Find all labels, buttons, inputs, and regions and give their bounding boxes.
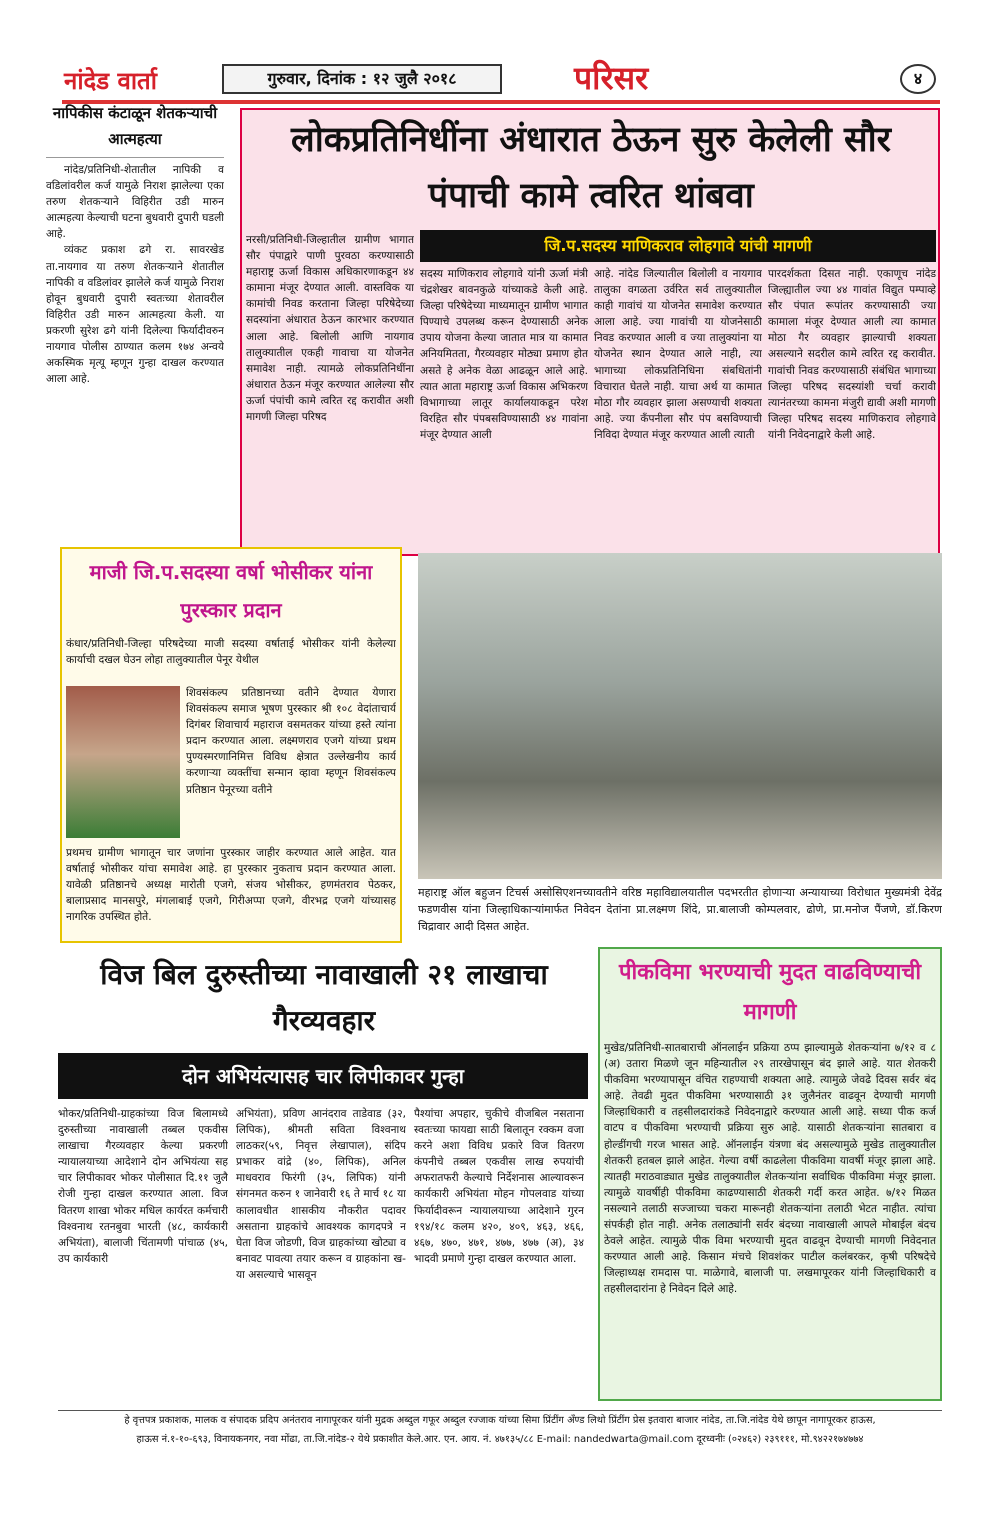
main-subhead: जि.प.सदस्य माणिकराव लोहगावे यांची मागणी	[420, 230, 936, 262]
crop-story-title: पीकविमा भरण्याची मुदत वाढविण्याची मागणी	[618, 960, 922, 1025]
section-label: परिसर	[574, 59, 649, 97]
left-story-paragraph: व्यंकट प्रकाश ढगे रा. सावरखेड ता.नायगाव या तरुण शेतकऱ्याने शेतातील नापिकी व वडिलांवर झालेले कर्ज यामुळे निराश होवून बुधवारी दुपारी स्वतःच्या शेतावरील विहिरीत उडी मारुन आत्महत्या केली. या प्रकरणी सुरेश ढगे यांनी दिलेल्या फिर्यादीवरुन नायगाव पोलीस ठाण्यात कलम १७४ अन्वये अकस्मिक मृत्यू म्हणून गुन्हा दाखल करण्यात आला आहे.	[46, 244, 224, 386]
bill-story-column: अभियंता), प्रविण आनंदराव ताडेवाड (३२, लिपिक), श्रीमती सविता विश्वनाथ लाठकर(५९, निवृत्त लेखापाल), संदिप प्रभाकर वांद्रे (४०, लिपिक), अनिल माधवराव फिरंगी (३५, लिपिक) यांनी संगनमत करुन १ जानेवारी १६ ते मार्च १८ या कालावधीत शासकीय नौकरीत पदावर असताना ग्राहकांचे आवश्यक कागदपत्रे न घेता विज जोडणी, विज ग्राहकांच्या खोट्या व बनावट पावत्या तयार करून व ग्राहकांना ख-या असल्याचे भासवून	[236, 1108, 406, 1281]
crop-story-body: मुखेड/प्रतिनिधी-सातबाराची ऑनलाईन प्रक्रिया ठप्प झाल्यामुळे शेतकऱ्यांना ७/१२ व ८ (अ) उतारा मिळणे जून महिन्यातील २९ तारखेपासून बंद झाले आहे. यात शेतकरी पीकविमा भरण्यापासून वंचित राहण्याची शक्यता आहे. त्यामुळे जेवढे दिवस सर्वर बंद आहे. तेवढी मुदत पीकविमा भरण्यासाठी ३१ जुलैनंतर वाढवून देण्याची मागणी जिल्हाधिकारी व तहसीलदारांकडे निवेदनाद्वारे करण्यात आली आहे. सध्या पीक कर्ज वाटप व पीकविमा भरण्याची प्रक्रिया सुरु आहे. यासाठी शेतकऱ्यांना सातबारा व होल्डींगची गरज भासत आहे. ऑनलाईन यंत्रणा बंद असल्यामुळे मुखेड तालुक्यातील शेतकरी हतबल झाले आहेत. गेल्या वर्षी काढलेला पीकविमा यावर्षी मंजूर झाला आहे. त्यातही मराठवाड्यात मुखेड तालुक्यातील शेतकऱ्यांना सर्वाधिक पीकविमा मंजूर झाला. त्यामुळे यावर्षीही पीकविमा काढण्यासाठी शेतकरी गर्दी करत आहेत. ७/१२ मिळत नसल्याने तलाठी सज्जाच्या चकरा मारूनही शेतकऱ्यांना तलाठी भेटत नाहीत. त्यांचा संपर्कही होत नाही. अनेक तलाठ्यांनी सर्वर बंदच्या नावाखाली आपले मोबाईल बंदच ठेवले आहेत. त्यामुळे पीक विमा भरण्याची मुदत वाढवून देण्याची मागणी निवेदनात करण्यात आली आहे. किसान मंचचे शिवशंकर पाटील कलंबरकर, कृषी परिषदेचे जिल्हाध्यक्ष रामदास पा. माळेगावे, बालाजी पा. लखमापूरकर यांनी जिल्हाधिकारी व तहसीलदारांना हे निवेदन दिले आहे.	[604, 1042, 936, 1296]
award-story-intro: कंधार/प्रतिनिधी-जिल्हा परिषदेच्या माजी सदस्या वर्षाताई भोसीकर यांनी केलेल्या कार्याची दखल घेउन लोहा तालुक्यातील पेनूर येथील	[66, 638, 396, 667]
bill-story-subhead: दोन अभियंत्यासह चार लिपीकावर गुन्हा	[58, 1053, 588, 1099]
left-story-body	[46, 162, 224, 542]
portrait-photo	[66, 686, 180, 838]
photo-caption: महाराष्ट्र ऑल बहुजन टिचर्स असोसिएशनच्यावतीने वरिष्ठ महाविद्यालयातील पदभरतीत होणाऱ्या अन्यायाच्या विरोधात मुख्यमंत्री देवेंद्र फडणवीस यांना जिल्हाधिकाऱ्यांमार्फत निवेदन देतांना प्रा.लक्ष्मण शिंदे, प्रा.बालाजी कोम्पलवार, ढोणे, प्रा.मनोज पैंजणे, डॉ.किरण चिद्रावार आदी दिसत आहेत.	[418, 886, 942, 933]
main-story-column: सदस्य माणिकराव लोहगावे यांनी ऊर्जा मंत्री चंद्रशेखर बावनकुळे यांच्याकडे केली आहे. जिल्हा परिषेदेच्या माध्यमातून ग्रामीण भागात पिण्याचे उपलब्ध करून देण्यासाठी अनेक उपाय योजना केल्या जातात मात्र या कामात अनियमितता, गैरव्यवहार मोठ्या प्रमाण होत असते हे अनेक वेळा आढळून आले आहे. त्यात आता महाराष्ट्र ऊर्जा विकास अभिकरण विभागाच्या लातूर कार्यालयाकडून परेश विरहित सौर पंपबसविण्यासाठी ४४ गावांना मंजूर देण्यात आली	[420, 268, 588, 441]
bill-story-column: पैश्यांचा अपहार, चुकीचे वीजबिल नसताना स्वतःच्या फायद्या साठी बिलातून रक्कम वजा करने अशा विविध प्रकारे विज वितरण कंपनीचे तब्बल एकवीस लाख रुपयांची अफरातफरी केल्याचे निर्देशनास आल्यावरून कार्यकारी अभियंता मोहन गोपलवाड यांच्या फिर्यादीवरून न्यायालयाच्या आदेशाने गुरन १९४/१८ कलम ४२०, ४०९, ४६३, ४६६, ४६७, ४७०, ४७१, ४७७, ४७७ (अ), ३४ भादवी प्रमाणे गुन्हा दाखल करण्यात आला.	[414, 1108, 584, 1265]
award-story-closing: प्रथमच ग्रामीण भागातून चार जणांना पुरस्कार जाहीर करण्यात आले आहेत. यात वर्षाताई भोसीकर यांचा समावेश आहे. हा पुरस्कार नुकताच प्रदान करण्यात आला. यावेळी प्रतिष्ठानचे अध्यक्ष मारोती एजगे, संजय भोसीकर, हणमंतराव पेठकर, बालाप्रसाद मानसपुरे, मंगलाबाई एजगे, गिरीअप्पा एजगे, वीरभद्र एजगे यांच्यासह नागरिक उपस्थित होते.	[66, 847, 396, 924]
main-story-column: आहे. नांदेड जिल्यातील बिलोली व नायगाव तालुका वगळता उर्वरित सर्व तालुक्यातील काही गावांचं या योजनेत समावेश करण्यात आला आहे. ज्या गावांची या योजनेसाठी निवड करण्यात आली व ज्या तालुक्यांना या योजनेत स्थान देण्यात आले नाही, त्या भागाच्या लोकप्रतिनिधिना संबधितांनी विचारात घेतले नाही. याचा अर्थ या कामात मोठा गौर व्यवहार झाला असण्याची शक्यता आहे. ज्या कँपनीला सौर पंप बसविण्याची निविदा देण्यात मंजूर करण्यात आली त्याती	[594, 268, 762, 441]
main-story-column: पारदर्शकता दिसत नाही. एकाणूच नांदेड जिल्ह्यातील ज्या ४४ गावांत विद्युत पम्पाव्हे सौर पंपात रूपांतर करण्यासाठी ज्या कामाला मंजूर देण्यात आली त्या कामात मोठा गैर व्यवहार झाल्याची शक्यता असल्याने सदरील कामे त्वरित रद्द करावीत. गावांची निवड करण्यासाठी संबंधित भागाच्या जिल्हा परिषद सदस्यांशी चर्चा करावी त्यानंतरच्या कामना मंजुरी द्यावी अशी मागणी जिल्हा परिषद सदस्य माणिकराव लोहगावे यांनी निवेदनाद्वारे केली आहे.	[768, 268, 936, 441]
main-headline: लोकप्रतिनिधींना अंधारात ठेऊन सुरु केलेली सौर पंपाची कामे त्वरित थांबवा	[290, 119, 892, 216]
footer-line: हे वृत्तपत्र प्रकाशक, मालक व संपादक प्रदिप अनंतराव नागापूरकर यांनी मुद्रक अब्दुल गफूर अब्दुल रज्जाक यांच्या सिमा प्रिंटींग अँण्ड लिथो प्रिंटींग प्रेस इतवारा बाजार नांदेड, ता.जि.नांदेड येथे छापून नागापूरकर हाऊस,	[124, 1415, 876, 1426]
issue-date: गुरुवार, दिनांक : १२ जुलै २०१८	[222, 64, 502, 94]
news-photo	[418, 553, 942, 879]
page-number: ४	[900, 64, 936, 94]
bill-story-column: भोकर/प्रतिनिधी-ग्राहकांच्या विज बिलामध्ये दुरुस्तीच्या नावाखाली तब्बल एकवीस लाखाचा गैरव्यवहार केल्या प्रकरणी न्यायालयाच्या आदेशाने दोन अभियंत्या सह चार लिपीकावर भोकर पोलीसात दि.११ जुलै रोजी गुन्हा दाखल करण्यात आला. विज वितरण शाखा भोकर मधिल कार्यरत कर्मचारी विश्वनाथ रतनबुवा भारती (४८, कार्यकारी अभियंता), बालाजी चिंतामणी पांचाळ (४५, उप कार्यकारी	[58, 1108, 228, 1265]
award-story-title: माजी जि.प.सदस्या वर्षा भोसीकर यांना पुरस्कार प्रदान	[89, 560, 373, 622]
bill-story-headline: विज बिल दुरुस्तीच्या नावाखाली २१ लाखाचा गैरव्यवहार	[100, 958, 548, 1037]
main-story-column: नरसी/प्रतिनिधी-जिल्हातील ग्रामीण भागात सौर पंपाद्वारे पाणी पुरवठा करण्यासाठी महाराष्ट्र ऊर्जा विकास अधिकारणाकडून ४४ कामाना मंजूर देण्यात आली. वास्तविक या कामांची निवड करताना जिल्हा परिषेदेच्या सदस्यांना अंधारात ठेऊन कारभार करण्यात आला आहे. बिलोली आणि नायगाव तालुक्यातील एकही गावाचा या योजनेत समावेश नाही. त्यामळे लोकप्रतिनिधींना अंधारात ठेऊन मंजूर करण्यात आलेल्या सौर ऊर्जा पंपांची कामे त्वरित रद्द करावीत अशी मागणी जिल्हा परिषद	[246, 234, 414, 424]
left-story-paragraph: नांदेड/प्रतिनिधी-शेतातील नापिकी व वडिलांवरील कर्ज यामुळे निराश झालेल्या एका तरुण शेतकऱ्याने विहिरीत उडी मारुन आत्महत्या केल्याची घटना बुधवारी दुपारी घडली आहे.	[46, 164, 224, 241]
newspaper-logo: नांदेड वार्ता	[64, 66, 157, 95]
award-story-side-text: शिवसंकल्प प्रतिष्ठानच्या वतीने देण्यात येणारा शिवसंकल्प समाज भूषण पुरस्कार श्री १०८ वेदांताचार्य दिगंबर शिवाचार्य महाराज वसमतकर यांच्या हस्ते त्यांना प्रदान करण्यात आला. लक्ष्मणराव एजगे यांच्या प्रथम पुण्यस्मरणानिमित्त विविध क्षेत्रात उल्लेखनीय कार्य करणाऱ्या व्यक्तींचा सन्मान व्हावा म्हणून शिवसंकल्प प्रतिष्ठान पेनूरच्या वतीने	[186, 687, 396, 796]
footer-line: हाऊस नं.१-१०-६९३, विनायकनगर, नवा मोंढा, ता.जि.नांदेड-२ येथे प्रकाशीत केले.आर. एन. आय. नं. ४७१३५/८८ E-mail: nandedwarta@mail.com दूरध्वनीः (०२४६२) २३९१११, मो.९४२२१७४७७४	[136, 1434, 864, 1445]
imprint-footer	[58, 1410, 942, 1452]
left-story-title: नापिकीस कंटाळून शेतकऱ्याची आत्महत्या	[46, 100, 224, 158]
